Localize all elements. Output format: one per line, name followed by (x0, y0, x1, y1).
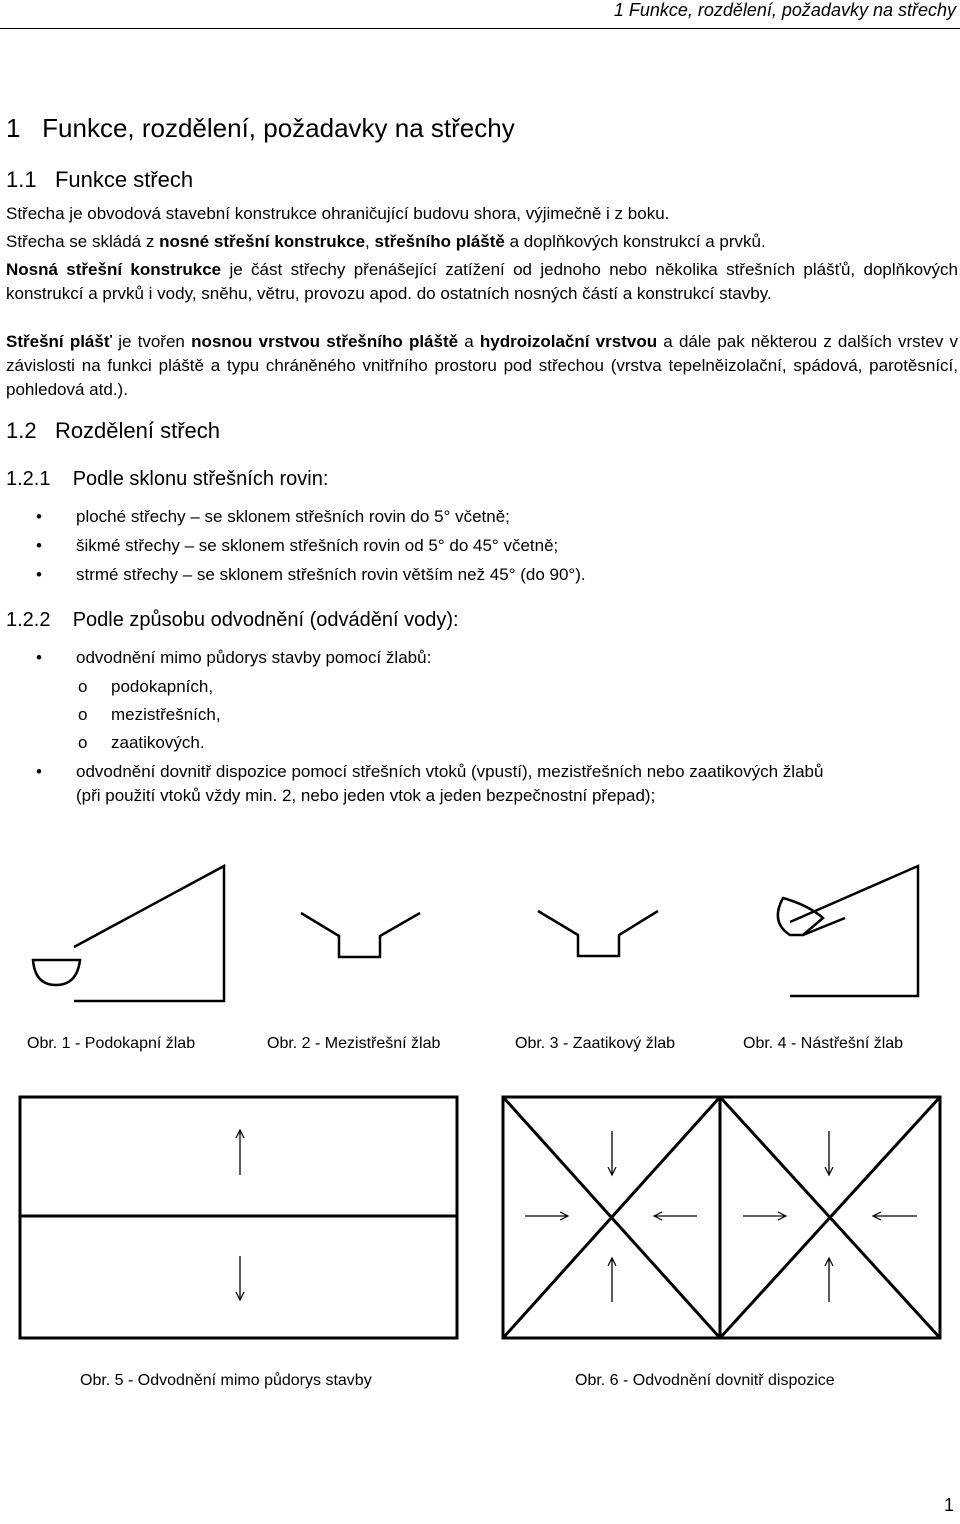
subsection-number: 1.2.1 (6, 468, 51, 490)
list-item-text: odvodnění mimo půdorys stavby pomocí žlabů: (76, 648, 432, 667)
text-run: je tvořen (112, 332, 192, 351)
bullet: • (36, 648, 42, 667)
sub-bullet: o (78, 705, 88, 724)
chapter-title: Funkce, rozdělení, požadavky na střechy (42, 113, 515, 143)
subsection-title: Podle způsobu odvodnění (odvádění vody): (72, 609, 459, 631)
list-item-text: zaatikových. (111, 733, 205, 752)
sub-bullet: o (78, 733, 88, 752)
list-item-text: odvodnění dovnitř dispozice pomocí střešních vtoků (vpustí), mezistřešních nebo zaatikových žlabů (76, 762, 824, 781)
bold-term: Střešní plášť (6, 332, 112, 351)
bullet: • (36, 762, 42, 781)
bold-term: nosnou vrstvou střešního pláště (191, 332, 459, 351)
caption-obr1: Obr. 1 - Podokapní žlab (27, 1035, 196, 1052)
sub-bullet: o (78, 677, 88, 696)
list-item-text: podokapních, (111, 677, 214, 696)
text-run: je část střechy přenášející zatížení od jednoho nebo několika střešních plášťů, doplňkových konstrukcí a prvků i vody, sněhu, větru, provozu apod. do ostatních nosných částí a konstrukcí stavby. (6, 260, 958, 303)
text-run: a (458, 332, 480, 351)
bullet: • (36, 507, 42, 526)
caption-obr6: Obr. 6 - Odvodnění dovnitř dispozice (575, 1372, 835, 1389)
bold-term: hydroizolační vrstvou (479, 332, 658, 351)
list-item-text: ploché střechy – se sklonem střešních rovin do 5° včetně; (76, 507, 510, 526)
subsection-number: 1.2.2 (6, 609, 51, 631)
list-item-text: (při použití vtoků vždy min. 2, nebo jeden vtok a jeden bezpečnostní přepad); (76, 786, 656, 805)
bullet: • (36, 536, 42, 555)
section-number: 1.2 (6, 418, 37, 443)
caption-obr3: Obr. 3 - Zaatikový žlab (515, 1035, 676, 1052)
bold-term: nosné střešní konstrukce (159, 232, 366, 251)
list-item-text: šikmé střechy – se sklonem střešních rovin od 5° do 45° včetně; (76, 536, 559, 555)
caption-obr5: Obr. 5 - Odvodnění mimo půdorys stavby (80, 1372, 372, 1389)
list-item-text: mezistřešních, (111, 705, 221, 724)
section-number: 1.1 (6, 167, 37, 192)
section-title: Rozdělení střech (54, 418, 221, 443)
paragraph-1: Střecha je obvodová stavební konstrukce ohraničující budovu shora, výjimečně i z boku. (6, 204, 670, 223)
plan-external-drainage (20, 1097, 457, 1338)
list-item-text: strmé střechy – se sklonem střešních rovin větším než 45° (do 90°). (76, 565, 586, 584)
caption-obr2: Obr. 2 - Mezistřešní žlab (267, 1035, 441, 1052)
chapter-number: 1 (6, 113, 21, 143)
bullet: • (36, 565, 42, 584)
text-run: Střecha se skládá z (6, 232, 160, 251)
running-header: 1 Funkce, rozdělení, požadavky na střechy (613, 0, 956, 20)
text-run: a doplňkových konstrukcí a prvků. (504, 232, 766, 251)
bold-term: střešního pláště (374, 232, 505, 251)
subsection-title: Podle sklonu střešních rovin: (72, 468, 329, 490)
text-run: a dále pak některou z dalších vrstev v závislosti na funkci pláště a typu chráněného vnitřního prostoru pod střechou (vrstva tepelněizolační, spádová, parotěsnící, pohledová atd.). (6, 332, 959, 399)
caption-obr4: Obr. 4 - Nástřešní žlab (743, 1035, 904, 1052)
section-title: Funkce střech (54, 167, 194, 192)
text-run: , (365, 232, 375, 251)
page-number: 1 (943, 1495, 954, 1515)
bold-term: Nosná střešní konstrukce (6, 260, 222, 279)
plan-internal-drainage (503, 1097, 940, 1338)
